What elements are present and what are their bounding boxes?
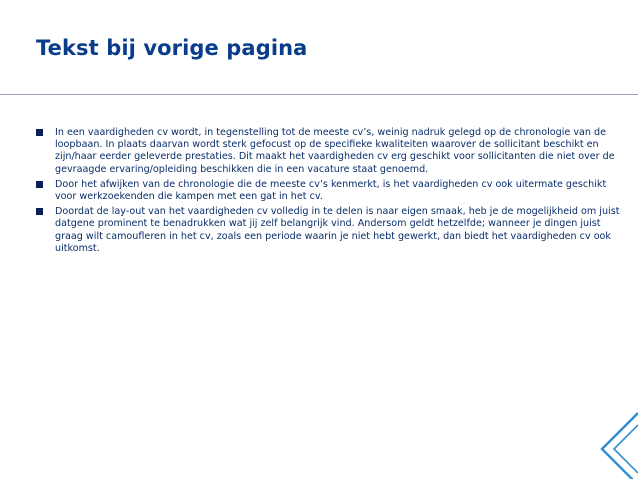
square-bullet-icon: [36, 181, 43, 188]
bullet-text: Door het afwijken van de chronologie die de meeste cv’s kenmerkt, is het vaardigheden cv ook uitermate geschikt voor werkzoekenden die kampen met een gat in het cv.: [55, 178, 607, 203]
chevron-right-icon: [588, 409, 638, 479]
slide-title: Tekst bij vorige pagina: [36, 36, 308, 60]
bullet-item: [36, 179, 626, 203]
bullet-item: [36, 206, 626, 255]
bullet-item: [36, 127, 626, 176]
square-bullet-icon: [36, 129, 43, 136]
bullet-list: [36, 127, 626, 258]
square-bullet-icon: [36, 208, 43, 215]
title-divider: [0, 94, 638, 95]
bullet-text: Doordat de lay-out van het vaardigheden cv volledig in te delen is naar eigen smaak, heb je de mogelijkheid om juist datgene prominent te benadrukken wat jij zelf belangrijk vind. Andersom geldt hetzelfde; wanneer je dingen juist graag wilt camoufleren in het cv, zoals een periode waarin je niet hebt gewerkt, dan biedt het vaardigheden cv ook uitkomst.: [55, 206, 620, 254]
bullet-text: In een vaardigheden cv wordt, in tegenstelling tot de meeste cv’s, weinig nadruk gelegd op de chronologie van de loopbaan. In plaats daarvan wordt sterk gefocust op de specifieke kwaliteiten waarover de sollicitant beschikt en zijn/haar eerder geleverde prestaties. Dit maakt het vaardigheden cv erg geschikt voor sollicitanten die niet over de gevraagde ervaring/opleiding beschikken die in een vacature staat genoemd.: [55, 127, 615, 175]
